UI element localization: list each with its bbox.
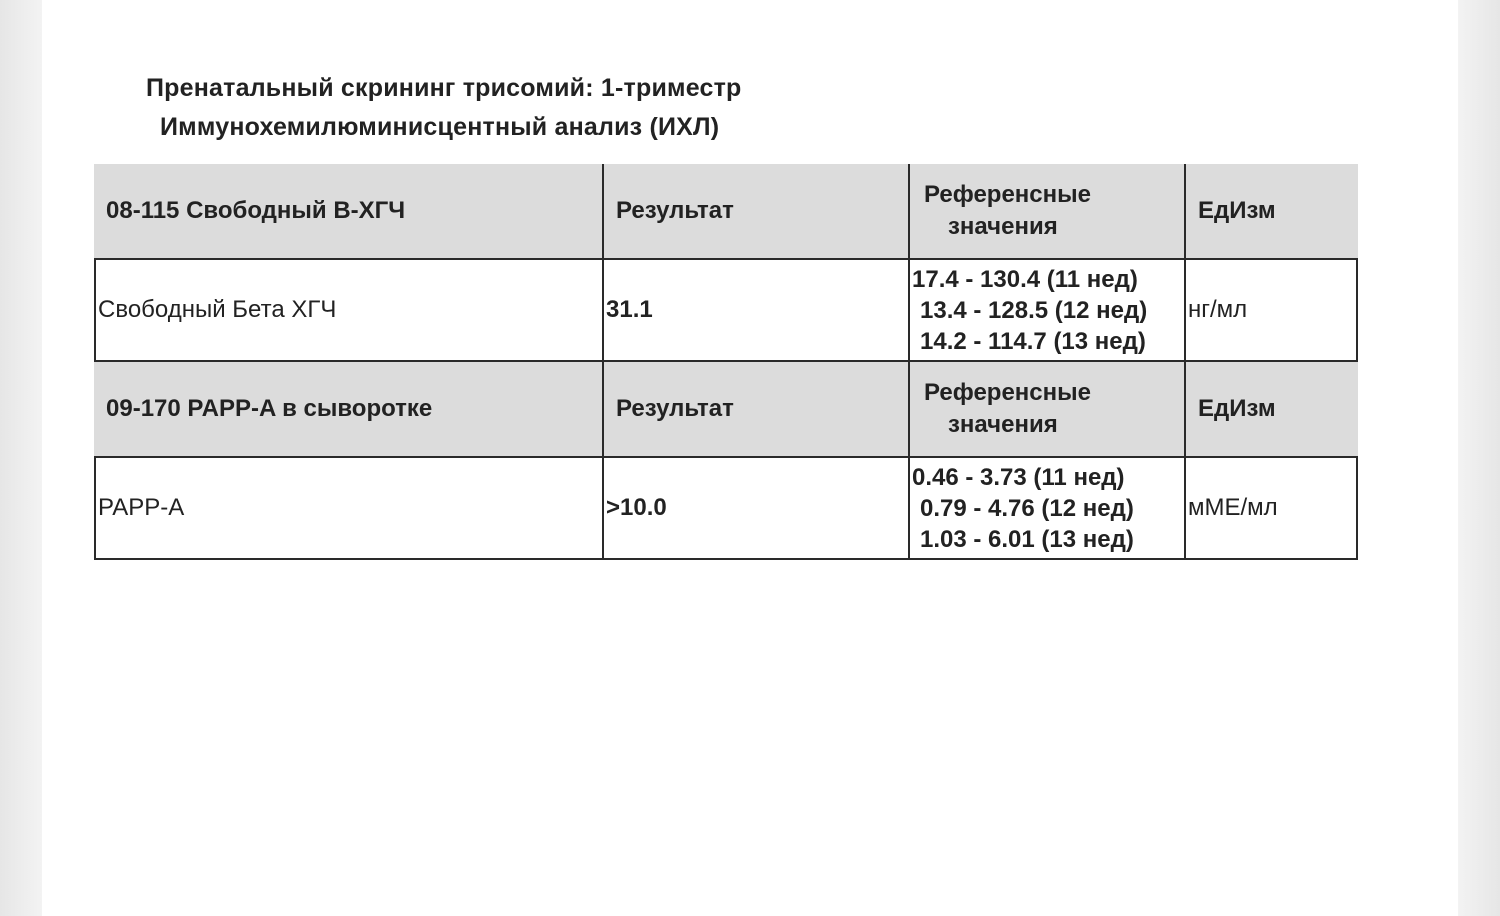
column-divider xyxy=(602,362,604,456)
header-result: Результат xyxy=(616,395,734,422)
row-reference xyxy=(912,260,1170,360)
column-divider xyxy=(602,260,604,360)
page-right-margin xyxy=(1458,0,1500,916)
table-row xyxy=(94,258,1358,362)
document-page xyxy=(42,0,1458,916)
row-result: >10.0 xyxy=(606,494,667,521)
row-test-name: Свободный Бета ХГЧ xyxy=(98,296,337,323)
header-unit: ЕдИзм xyxy=(1198,395,1276,422)
results-table xyxy=(94,164,1358,560)
header-reference-line1: Референсные xyxy=(924,181,1091,208)
page-left-margin xyxy=(0,0,42,916)
column-divider xyxy=(908,362,910,456)
column-divider xyxy=(1184,260,1186,360)
header-reference xyxy=(924,164,1182,258)
document-title: Пренатальный скрининг трисомий: 1-триместр xyxy=(146,74,742,102)
row-test-name: PAPP-A xyxy=(98,494,185,521)
column-divider xyxy=(602,164,604,258)
reference-range-12w: 13.4 - 128.5 (12 нед) xyxy=(920,296,1148,324)
header-test-name: 09-170 PAPP-A в сыворотке xyxy=(106,395,433,422)
section-header-bhcg xyxy=(94,164,1358,258)
header-reference-line2: значения xyxy=(948,411,1058,438)
column-divider xyxy=(1184,362,1186,456)
row-result: 31.1 xyxy=(606,296,653,323)
column-divider xyxy=(602,458,604,558)
header-reference-line1: Референсные xyxy=(924,379,1091,406)
row-unit: нг/мл xyxy=(1188,296,1248,323)
document-subtitle: Иммунохемилюминисцентный анализ (ИХЛ) xyxy=(160,113,720,141)
reference-range-13w: 14.2 - 114.7 (13 нед) xyxy=(920,327,1146,355)
row-reference xyxy=(912,458,1170,558)
header-reference xyxy=(924,362,1182,456)
reference-range-12w: 0.79 - 4.76 (12 нед) xyxy=(920,494,1134,522)
header-unit: ЕдИзм xyxy=(1198,197,1276,224)
table-row xyxy=(94,456,1358,560)
column-divider xyxy=(908,458,910,558)
row-unit: мМЕ/мл xyxy=(1188,494,1278,521)
header-result: Результат xyxy=(616,197,734,224)
column-divider xyxy=(908,164,910,258)
header-test-name: 08-115 Свободный B-ХГЧ xyxy=(106,197,406,224)
column-divider xyxy=(1184,164,1186,258)
reference-range-11w: 0.46 - 3.73 (11 нед) xyxy=(912,463,1125,491)
reference-range-13w: 1.03 - 6.01 (13 нед) xyxy=(920,525,1134,553)
column-divider xyxy=(908,260,910,360)
column-divider xyxy=(1184,458,1186,558)
section-header-pappa xyxy=(94,362,1358,456)
header-reference-line2: значения xyxy=(948,213,1058,240)
reference-range-11w: 17.4 - 130.4 (11 нед) xyxy=(912,265,1138,293)
